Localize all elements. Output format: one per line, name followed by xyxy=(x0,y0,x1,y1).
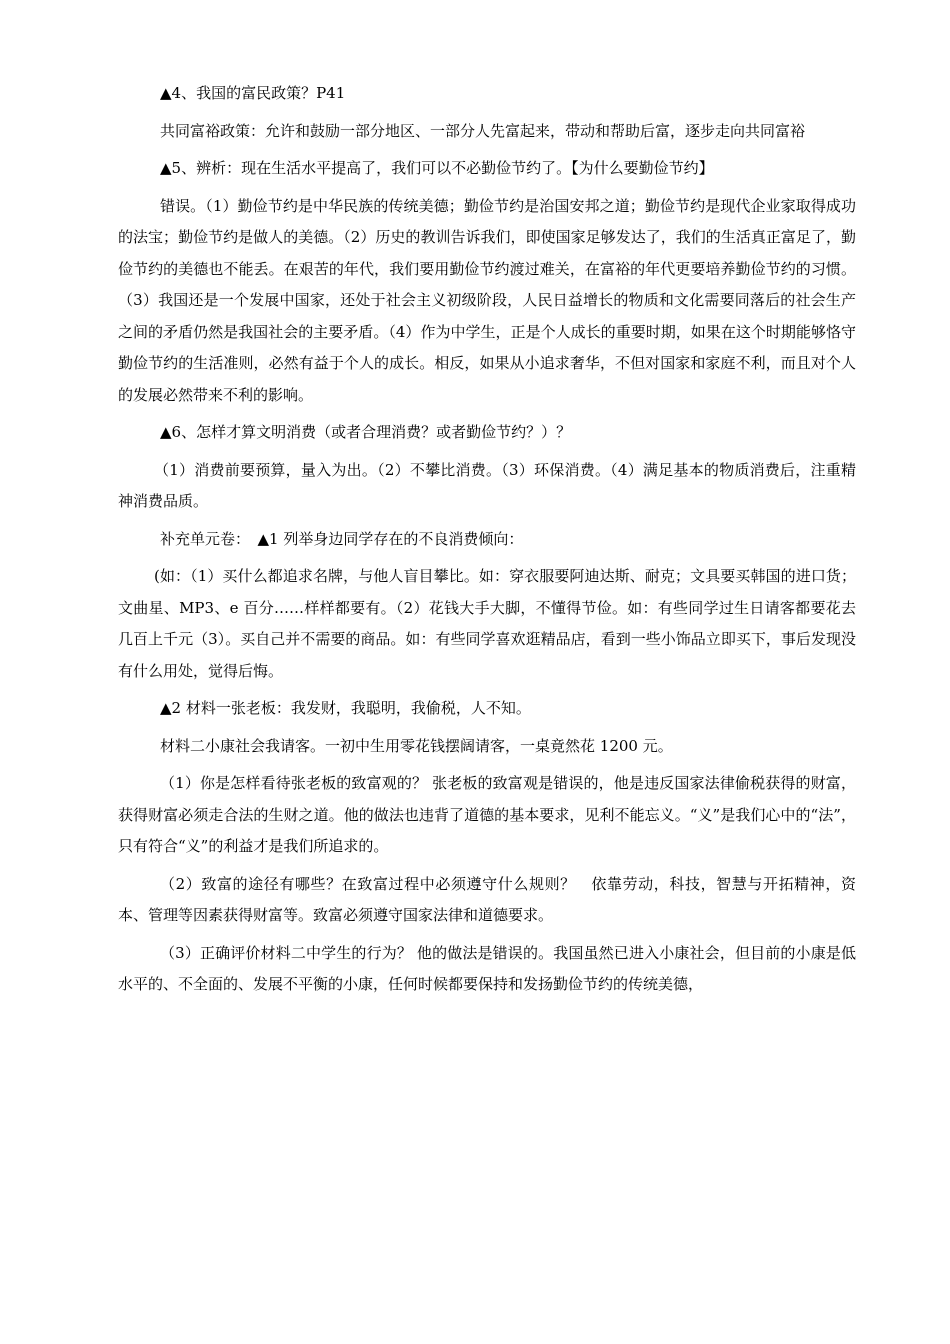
sub-question-2: （2）致富的途径有哪些？在致富过程中必须遵守什么规则？ 依靠劳动，科技，智慧与开拓精神，资本、管理等因素获得财富等。致富必须遵守国家法律和道德要求。 xyxy=(118,874,856,924)
document-body xyxy=(118,78,856,1007)
sub-question-3: （3）正确评价材料二中学生的行为？ 他的做法是错误的。我国虽然已进入小康社会，但目前的小康是低水平的、不全面的、发展不平衡的小康，任何时候都要保持和发扬勤俭节约的传统美德， xyxy=(118,943,856,993)
material-one: ▲2 材料一张老板：我发财，我聪明，我偷税，人不知。 xyxy=(160,699,531,717)
sub-question-1: （1）你是怎样看待张老板的致富观的？ 张老板的致富观是错误的，他是违反国家法律偷税获得的财富，获得财富必须走合法的生财之道。他的做法也违背了道德的基本要求，见利不能忘义。“义”是我们心中的“法”，只有符合“义”的利益才是我们所追求的。 xyxy=(118,774,856,855)
question-heading-6: ▲6、怎样才算文明消费（或者合理消费？或者勤俭节约？）？ xyxy=(160,423,572,441)
answer-paragraph-5: 错误。（1）勤俭节约是中华民族的传统美德；勤俭节约是治国安邦之道；勤俭节约是现代企业家取得成功的法宝；勤俭节约是做人的美德。（2）历史的教训告诉我们，即使国家足够发达了，我们的生活真正富足了，勤俭节约的美德也不能丢。在艰苦的年代，我们要用勤俭节约渡过难关，在富裕的年代更要培养勤俭节约的习惯。（3）我国还是一个发展中国家，还处于社会主义初级阶段，人民日益增长的物质和文化需要同落后的社会生产之间的矛盾仍然是我国社会的主要矛盾。（4）作为中学生，正是个人成长的重要时期，如果在这个时期能够恪守勤俭节约的生活准则，必然有益于个人的成长。相反，如果从小追求奢华，不但对国家和家庭不利，而且对个人的发展必然带来不利的影响。 xyxy=(118,196,856,404)
question-heading-4: ▲4、我国的富民政策？P41 xyxy=(160,84,346,102)
question-heading-5: ▲5、辨析：现在生活水平提高了，我们可以不必勤俭节约了。【为什么要勤俭节约】 xyxy=(160,159,714,177)
supplement-heading: 补充单元卷： ▲1 列举身边同学存在的不良消费倾向： xyxy=(160,529,524,548)
supplement-answer-1: (如：（1）买什么都追求名牌，与他人盲目攀比。如：穿衣服要阿迪达斯、耐克；文具要买韩国的进口货；文曲星、MP3、e 百分……样样都要有。（2）花钱大手大脚，不懂得节俭。如：有些同学过生日请客都要花去几百上千元（3）。买自己并不需要的商品。如：有些同学喜欢逛精品店，看到一些小饰品立即买下，事后发现没有什么用处，觉得后悔。 xyxy=(118,567,856,680)
answer-paragraph-6: （1）消费前要预算，量入为出。（2）不攀比消费。（3）环保消费。（4）满足基本的物质消费后，注重精神消费品质。 xyxy=(118,460,856,510)
answer-paragraph-4: 共同富裕政策：允许和鼓励一部分地区、一部分人先富起来，带动和帮助后富，逐步走向共同富裕 xyxy=(160,121,806,140)
material-two: 材料二小康社会我请客。一初中生用零花钱摆阔请客，一桌竟然花 1200 元。 xyxy=(160,736,673,755)
